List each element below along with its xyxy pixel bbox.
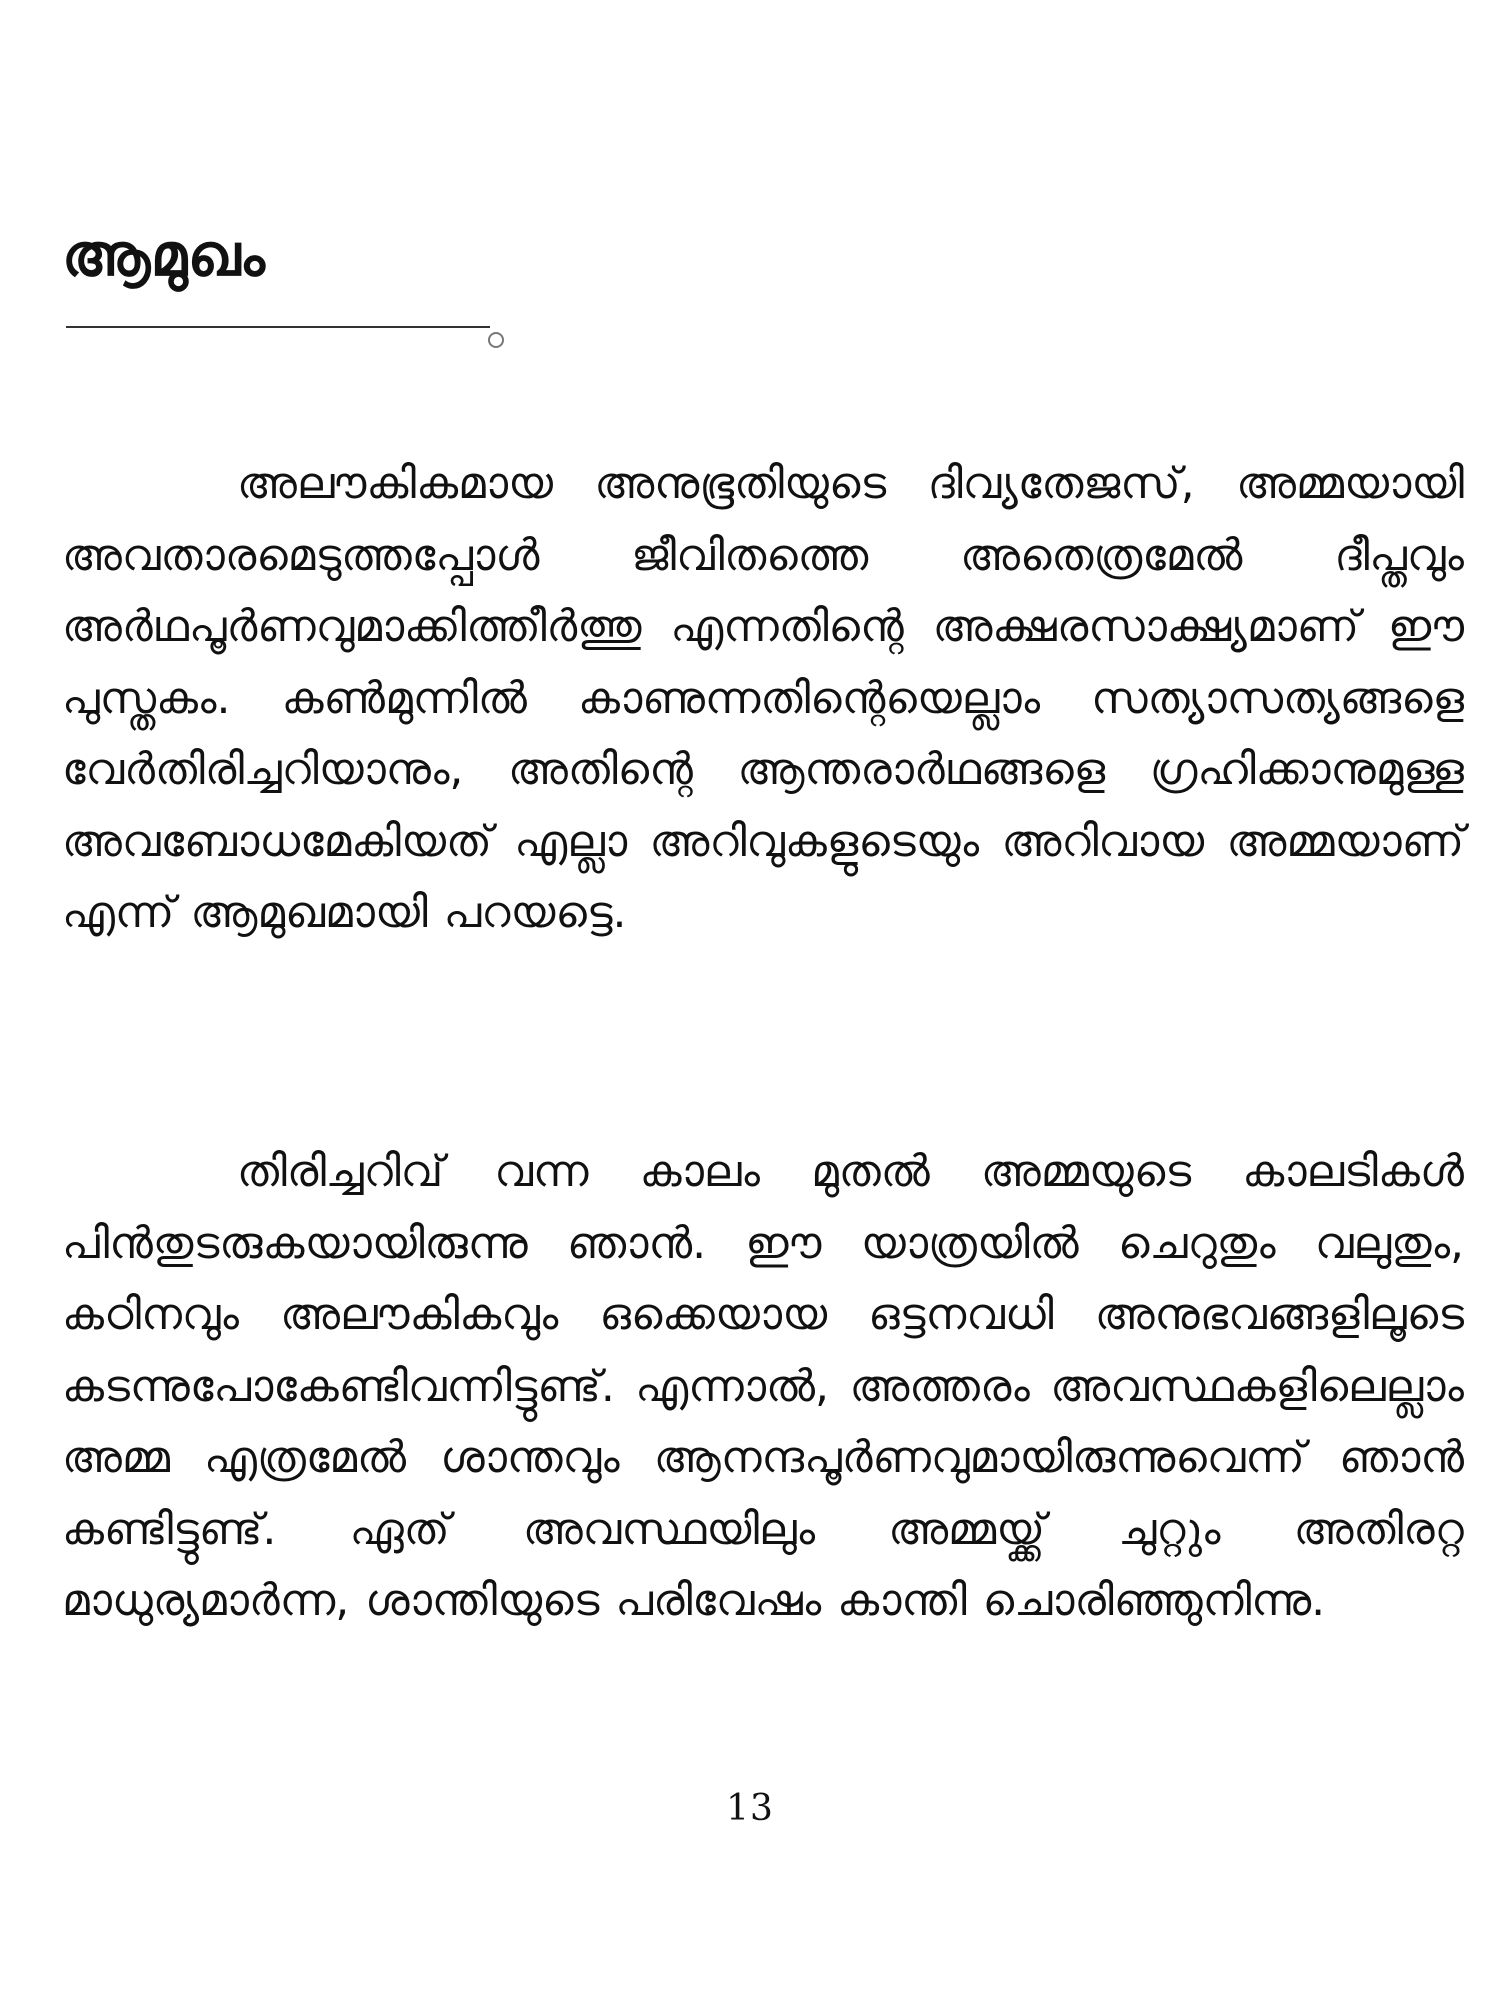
underline-ornament-icon [488, 332, 504, 348]
paragraph-2: തിരിച്ചറിവ് വന്ന കാലം മുതൽ അമ്മയുടെ കാലടികൾ പിൻതുടരുകയായിരുന്നു ഞാൻ. ഈ യാത്രയിൽ ചെറുതും വലുതും, കഠിനവും അലൗകികവും ഒക്കെയായ ഒട്ടനവധി അനുഭവങ്ങളിലൂടെ കടന്നുപോകേണ്ടിവന്നിട്ടുണ്ട്. എന്നാൽ, അത്തരം അവസ്ഥകളിലെല്ലാം അമ്മ എത്രമേൽ ശാന്തവും ആനന്ദപൂർണവുമായിരുന്നുവെന്ന് ഞാൻ കണ്ടിട്ടുണ്ട്. ഏത് അവസ്ഥയിലും അമ്മയ്ക്ക് ചുറ്റും അതിരറ്റ മാധുര്യമാർന്ന, ശാന്തിയുടെ പരിവേഷം കാന്തി ചൊരിഞ്ഞുനിന്നു. [62, 1146, 1464, 1626]
chapter-heading-block [62, 222, 582, 289]
paragraph-1: അലൗകികമായ അനുഭൂതിയുടെ ദിവ്യതേജസ്, അമ്മയായി അവതാരമെടുത്തപ്പോൾ ജീവിതത്തെ അതെത്രമേൽ ദീപ്തവും അർഥപൂർണവുമാക്കിത്തീർത്തു എന്നതിന്റെ അക്ഷരസാക്ഷ്യമാണ് ഈ പുസ്തകം. കൺമുന്നിൽ കാണുന്നതിന്റെയെല്ലാം സത്യാസത്യങ്ങളെ വേർതിരിച്ചറിയാനും, അതിന്റെ ആന്തരാർഥങ്ങളെ ഗ്രഹിക്കാനുമുള്ള അവബോധമേകിയത് എല്ലാ അറിവുകളുടെയും അറിവായ അമ്മയാണ് എന്ന് ആമുഖമായി പറയട്ടെ. [62, 458, 1464, 938]
chapter-heading: ആമുഖം [62, 221, 266, 289]
heading-underline [66, 326, 490, 328]
page-number: 13 [726, 1788, 774, 1829]
